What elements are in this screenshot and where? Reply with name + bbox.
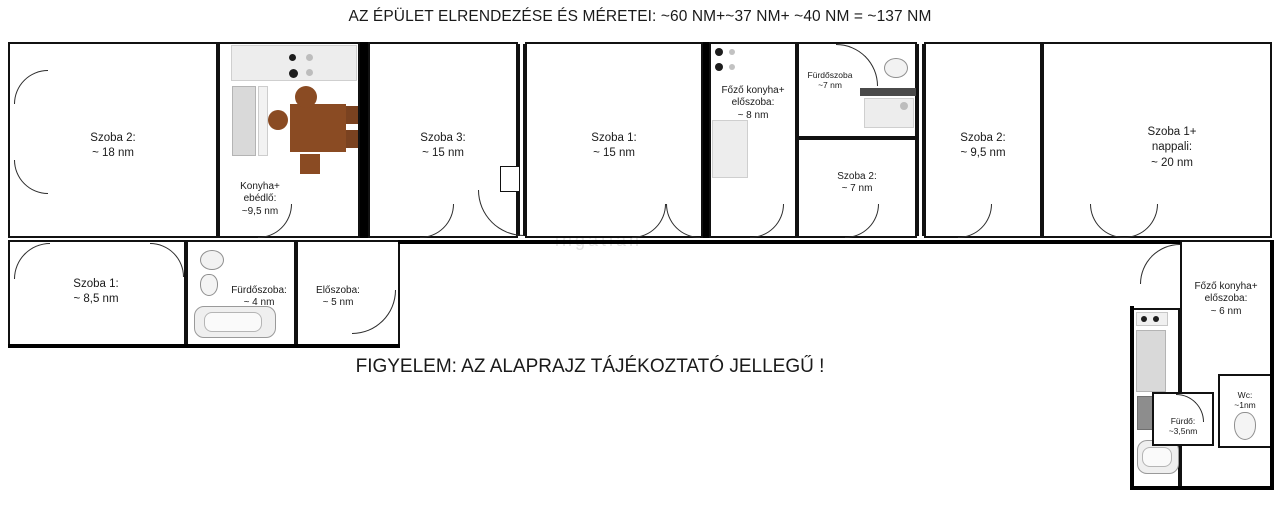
stove-burner-icon [729,49,735,55]
stove-burner-icon [1153,316,1159,322]
stove-burner-icon [1141,316,1147,322]
wall-segment [1130,306,1134,490]
wall-segment [1130,486,1274,490]
stove-burner-icon [729,64,735,70]
room-label-szoba2-18: Szoba 2: ~ 18 nm [90,132,136,160]
bathtub-inner [204,312,262,332]
toilet-icon [1234,412,1256,440]
chair [300,154,320,174]
stove-burner-icon [715,63,723,71]
bathtub-inner [1142,447,1172,467]
chair [346,106,358,124]
cabinet [258,86,268,156]
sink-icon [884,58,908,78]
wall-segment [917,44,924,236]
room-label-fozokonyha-8: Főző konyha+ előszoba: ~ 8 nm [721,84,785,121]
room-label-furdo-35: Fürdő: ~3,5nm [1168,416,1198,437]
corridor-wall-top [398,240,1184,244]
chair [268,110,288,130]
room-label-szoba3-15: Szoba 3: ~ 15 nm [420,132,466,160]
sink-icon [200,250,224,270]
stove-burner-icon [306,69,313,76]
room-label-szoba2-7: Szoba 2: ~ 7 nm [837,170,877,194]
room-label-furdoszoba-4: Fürdőszoba: ~ 4 nm [231,284,287,308]
stove-burner-icon [289,69,298,78]
dial-icon [900,102,908,110]
room-fozokonyha-6 [1180,240,1272,490]
room-label-szoba1-15: Szoba 1: ~ 15 nm [591,132,637,160]
room-label-szoba2-95: Szoba 2: ~ 9,5 nm [960,132,1006,160]
corridor-wall-bottom [8,344,400,348]
room-label-fozokonyha-6: Főző konyha+ előszoba: ~ 6 nm [1194,280,1258,317]
counter-unit [712,120,748,178]
wall-segment [1270,240,1274,490]
room-label-szoba1-nappali: Szoba 1+ nappali: ~ 20 nm [1147,126,1197,169]
chair [295,86,317,108]
room-label-konyha-ebedlo: Konyha+ ebédlő: ~9,5 nm [240,180,280,217]
page-title: AZ ÉPÜLET ELRENDEZÉSE ÉS MÉRETEI: ~60 NM+~37 NM+ ~40 NM = ~137 NM [348,8,932,25]
counter-edge [860,88,916,96]
stove-burner-icon [715,48,723,56]
room-label-szoba1-85: Szoba 1: ~ 8,5 nm [73,278,119,306]
dining-table [290,104,346,152]
toilet-icon [200,274,218,296]
door-arc-icon [1140,244,1180,284]
chair [346,130,358,148]
room-label-furdoszoba-7: Fürdőszoba ~7 nm [807,70,853,91]
wall-segment [360,42,368,238]
stove-burner-icon [289,54,296,61]
fridge [232,86,256,156]
room-label-wc-1: Wc: ~1nm [1234,390,1256,411]
door-opening [500,166,520,192]
cabinet [1136,330,1166,392]
room-label-eloszoba-5: Előszoba: ~ 5 nm [316,284,360,308]
stove-burner-icon [306,54,313,61]
disclaimer-note: FIGYELEM: AZ ALAPRAJZ TÁJÉKOZTATÓ JELLEGŰ ! [355,356,825,377]
